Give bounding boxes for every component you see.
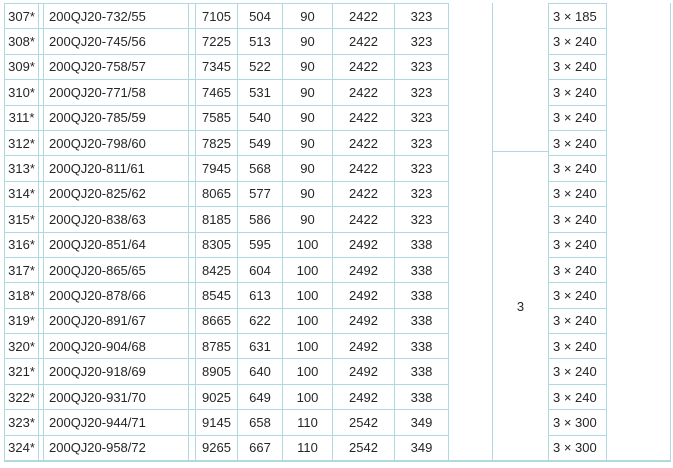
model-cell: 200QJ20-811/61 — [44, 155, 189, 180]
row-number-cell: 320* — [5, 333, 39, 358]
cable-spec-cell: 3 × 240 — [549, 232, 606, 257]
value-cell-5: 323 — [395, 155, 449, 180]
row-number-cell: 307* — [5, 3, 39, 28]
value-cell-1: 8305 — [196, 232, 238, 257]
value-cell-5: 323 — [395, 105, 449, 130]
group-value-label: 3 — [516, 298, 525, 314]
value-cell-5: 338 — [395, 282, 449, 307]
value-cell-4: 2492 — [333, 333, 395, 358]
value-cell-5: 338 — [395, 232, 449, 257]
column-gap-spacer — [189, 232, 196, 257]
row-number-cell: 308* — [5, 28, 39, 53]
value-cell-3: 90 — [283, 105, 333, 130]
model-cell: 200QJ20-758/57 — [44, 54, 189, 79]
value-cell-5: 323 — [395, 206, 449, 231]
value-cell-3: 90 — [283, 155, 333, 180]
value-cell-2: 658 — [238, 409, 283, 434]
value-cell-4: 2492 — [333, 282, 395, 307]
spec-table-left-grid — [4, 3, 449, 460]
value-cell-2: 640 — [238, 358, 283, 383]
value-cell-4: 2492 — [333, 257, 395, 282]
column-gap-spacer — [189, 3, 196, 28]
column-gap-spacer — [189, 28, 196, 53]
value-cell-2: 586 — [238, 206, 283, 231]
value-cell-1: 8905 — [196, 358, 238, 383]
value-cell-3: 90 — [283, 79, 333, 104]
cable-spec-cell: 3 × 185 — [549, 3, 606, 28]
value-cell-2: 667 — [238, 435, 283, 460]
value-cell-3: 100 — [283, 282, 333, 307]
value-cell-3: 100 — [283, 308, 333, 333]
value-cell-2: 613 — [238, 282, 283, 307]
value-cell-5: 338 — [395, 358, 449, 383]
model-cell: 200QJ20-865/65 — [44, 257, 189, 282]
value-cell-4: 2542 — [333, 409, 395, 434]
merged-group-cell-top — [493, 3, 548, 152]
column-gap-spacer — [189, 181, 196, 206]
column-gap-spacer — [189, 79, 196, 104]
model-cell: 200QJ20-931/70 — [44, 384, 189, 409]
column-gap-spacer — [189, 257, 196, 282]
model-cell: 200QJ20-825/62 — [44, 181, 189, 206]
model-cell: 200QJ20-798/60 — [44, 130, 189, 155]
column-gap-spacer — [189, 384, 196, 409]
value-cell-3: 100 — [283, 384, 333, 409]
model-cell: 200QJ20-944/71 — [44, 409, 189, 434]
row-number-cell: 322* — [5, 384, 39, 409]
value-cell-1: 9145 — [196, 409, 238, 434]
value-cell-1: 8065 — [196, 181, 238, 206]
value-cell-5: 338 — [395, 257, 449, 282]
value-cell-3: 110 — [283, 435, 333, 460]
merged-group-cell — [493, 152, 548, 460]
row-number-cell: 311* — [5, 105, 39, 130]
value-cell-5: 323 — [395, 130, 449, 155]
value-cell-3: 90 — [283, 3, 333, 28]
column-gap-spacer — [189, 130, 196, 155]
value-cell-3: 90 — [283, 28, 333, 53]
model-cell: 200QJ20-785/59 — [44, 105, 189, 130]
value-cell-2: 577 — [238, 181, 283, 206]
value-cell-2: 522 — [238, 54, 283, 79]
cable-spec-cell: 3 × 240 — [549, 181, 606, 206]
value-cell-1: 8785 — [196, 333, 238, 358]
value-cell-1: 7105 — [196, 3, 238, 28]
value-cell-3: 100 — [283, 333, 333, 358]
value-cell-1: 7225 — [196, 28, 238, 53]
model-cell: 200QJ20-918/69 — [44, 358, 189, 383]
value-cell-1: 8665 — [196, 308, 238, 333]
value-cell-3: 90 — [283, 130, 333, 155]
model-cell: 200QJ20-878/66 — [44, 282, 189, 307]
merged-group-column — [493, 3, 549, 460]
value-cell-2: 649 — [238, 384, 283, 409]
cable-spec-cell: 3 × 240 — [549, 130, 606, 155]
value-cell-5: 338 — [395, 384, 449, 409]
value-cell-4: 2422 — [333, 105, 395, 130]
column-gap-spacer — [189, 435, 196, 460]
value-cell-4: 2422 — [333, 28, 395, 53]
cable-spec-column — [549, 3, 607, 460]
value-cell-4: 2492 — [333, 308, 395, 333]
model-cell: 200QJ20-771/58 — [44, 79, 189, 104]
value-cell-1: 8185 — [196, 206, 238, 231]
value-cell-4: 2422 — [333, 206, 395, 231]
row-number-cell: 323* — [5, 409, 39, 434]
value-cell-4: 2422 — [333, 79, 395, 104]
value-cell-3: 100 — [283, 358, 333, 383]
model-cell: 200QJ20-958/72 — [44, 435, 189, 460]
value-cell-3: 90 — [283, 206, 333, 231]
row-number-cell: 317* — [5, 257, 39, 282]
value-cell-4: 2492 — [333, 232, 395, 257]
value-cell-5: 323 — [395, 79, 449, 104]
value-cell-2: 622 — [238, 308, 283, 333]
cable-spec-cell: 3 × 240 — [549, 358, 606, 383]
value-cell-5: 323 — [395, 181, 449, 206]
row-number-cell: 315* — [5, 206, 39, 231]
value-cell-3: 110 — [283, 409, 333, 434]
column-gap-spacer — [189, 282, 196, 307]
row-number-cell: 316* — [5, 232, 39, 257]
cable-spec-cell: 3 × 240 — [549, 206, 606, 231]
value-cell-4: 2422 — [333, 3, 395, 28]
value-cell-3: 90 — [283, 54, 333, 79]
row-number-cell: 318* — [5, 282, 39, 307]
column-gap-spacer — [189, 358, 196, 383]
model-cell: 200QJ20-851/64 — [44, 232, 189, 257]
column-gap-spacer — [189, 155, 196, 180]
value-cell-5: 349 — [395, 409, 449, 434]
value-cell-2: 504 — [238, 3, 283, 28]
model-cell: 200QJ20-904/68 — [44, 333, 189, 358]
column-gap-spacer — [189, 409, 196, 434]
value-cell-1: 7345 — [196, 54, 238, 79]
row-number-cell: 321* — [5, 358, 39, 383]
value-cell-2: 568 — [238, 155, 283, 180]
cable-spec-cell: 3 × 240 — [549, 308, 606, 333]
value-cell-1: 7945 — [196, 155, 238, 180]
value-cell-5: 338 — [395, 308, 449, 333]
row-number-cell: 310* — [5, 79, 39, 104]
value-cell-1: 7585 — [196, 105, 238, 130]
value-cell-2: 595 — [238, 232, 283, 257]
model-cell: 200QJ20-745/56 — [44, 28, 189, 53]
model-cell: 200QJ20-732/55 — [44, 3, 189, 28]
cable-spec-cell: 3 × 300 — [549, 435, 606, 460]
value-cell-1: 8425 — [196, 257, 238, 282]
cable-spec-cell: 3 × 240 — [549, 282, 606, 307]
value-cell-2: 604 — [238, 257, 283, 282]
value-cell-2: 549 — [238, 130, 283, 155]
merged-empty-column-left — [449, 3, 493, 460]
column-gap-spacer — [189, 333, 196, 358]
value-cell-2: 531 — [238, 79, 283, 104]
column-gap-spacer — [189, 105, 196, 130]
row-number-cell: 324* — [5, 435, 39, 460]
cable-spec-cell: 3 × 240 — [549, 155, 606, 180]
value-cell-3: 90 — [283, 181, 333, 206]
cable-spec-cell: 3 × 240 — [549, 384, 606, 409]
row-number-cell: 312* — [5, 130, 39, 155]
value-cell-2: 513 — [238, 28, 283, 53]
value-cell-3: 100 — [283, 232, 333, 257]
cable-spec-cell: 3 × 300 — [549, 409, 606, 434]
row-number-cell: 314* — [5, 181, 39, 206]
value-cell-4: 2542 — [333, 435, 395, 460]
value-cell-1: 8545 — [196, 282, 238, 307]
model-cell: 200QJ20-838/63 — [44, 206, 189, 231]
value-cell-5: 349 — [395, 435, 449, 460]
cable-spec-cell: 3 × 240 — [549, 333, 606, 358]
value-cell-4: 2422 — [333, 54, 395, 79]
value-cell-5: 323 — [395, 3, 449, 28]
model-cell: 200QJ20-891/67 — [44, 308, 189, 333]
row-number-cell: 319* — [5, 308, 39, 333]
value-cell-1: 9025 — [196, 384, 238, 409]
value-cell-5: 323 — [395, 54, 449, 79]
cable-spec-cell: 3 × 240 — [549, 105, 606, 130]
value-cell-4: 2492 — [333, 384, 395, 409]
column-gap-spacer — [189, 54, 196, 79]
value-cell-1: 7825 — [196, 130, 238, 155]
value-cell-5: 338 — [395, 333, 449, 358]
value-cell-3: 100 — [283, 257, 333, 282]
value-cell-4: 2422 — [333, 130, 395, 155]
spec-table — [4, 3, 671, 462]
row-number-cell: 313* — [5, 155, 39, 180]
column-gap-spacer — [189, 206, 196, 231]
value-cell-4: 2422 — [333, 155, 395, 180]
merged-empty-column-right — [607, 3, 671, 460]
column-gap-spacer — [189, 308, 196, 333]
cable-spec-cell: 3 × 240 — [549, 257, 606, 282]
cable-spec-cell: 3 × 240 — [549, 54, 606, 79]
value-cell-4: 2492 — [333, 358, 395, 383]
value-cell-2: 540 — [238, 105, 283, 130]
row-number-cell: 309* — [5, 54, 39, 79]
value-cell-2: 631 — [238, 333, 283, 358]
cable-spec-cell: 3 × 240 — [549, 28, 606, 53]
value-cell-1: 9265 — [196, 435, 238, 460]
value-cell-1: 7465 — [196, 79, 238, 104]
value-cell-5: 323 — [395, 28, 449, 53]
value-cell-4: 2422 — [333, 181, 395, 206]
cable-spec-cell: 3 × 240 — [549, 79, 606, 104]
